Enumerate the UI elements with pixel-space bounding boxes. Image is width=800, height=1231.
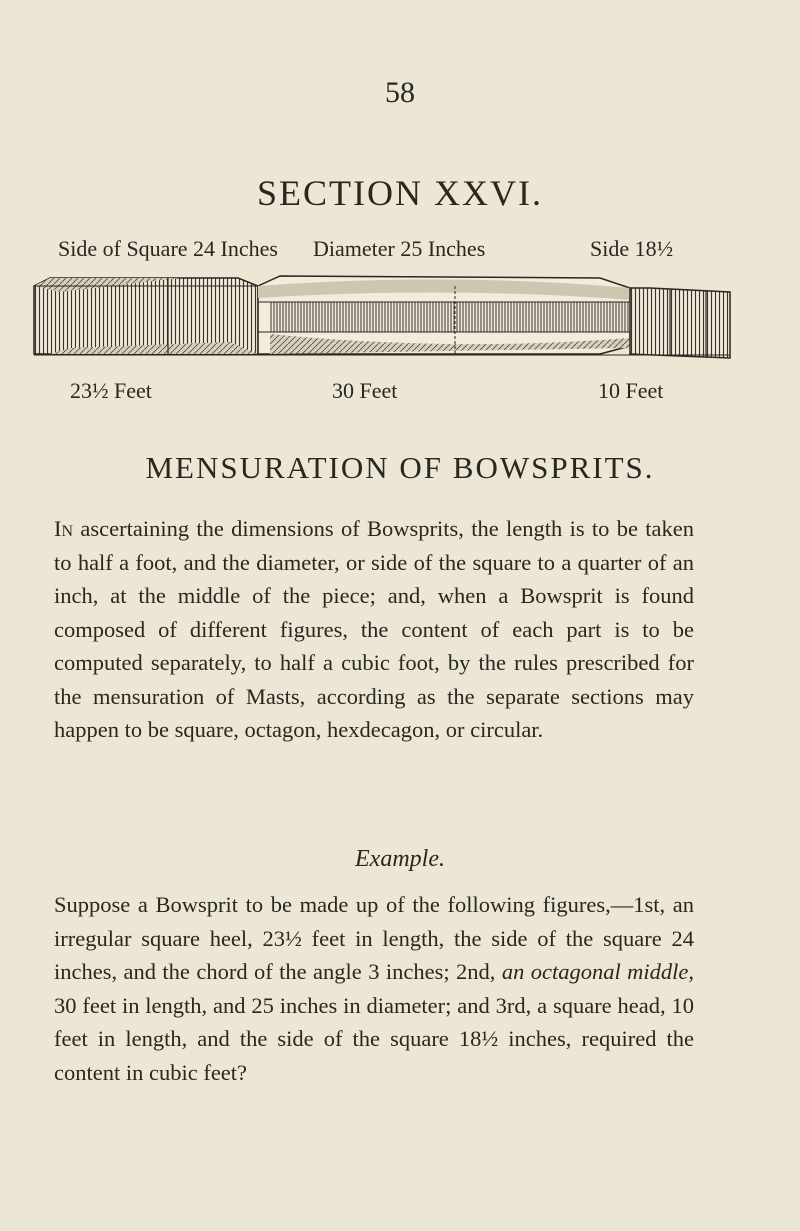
heel-side-label: Side of Square 24 Inches: [58, 236, 278, 261]
main-title: MENSURATION OF BOWSPRITS.: [145, 450, 655, 485]
head-side-label: Side 18½: [590, 236, 674, 261]
example-text-part-2: 30 feet in length, and 25 inches in diameter; and 3rd, a square head, 10 feet in length, and the side of the square 18½ inches, required the content in cubic feet?: [54, 992, 694, 1085]
example-italic-phrase: an octagonal middle,: [501, 959, 695, 984]
heel-section: [34, 278, 258, 354]
middle-diameter-label: Diameter 25 Inches: [313, 236, 486, 261]
middle-length-label: 30 Feet: [332, 378, 398, 403]
section-heading: SECTION XXVI.: [257, 173, 543, 213]
head-length-label: 10 Feet: [598, 378, 664, 403]
example-text-part-1: Suppose a Bowsprit to be made up of the following figures,—1st, an irregular square heel, 23½ feet in length, the side of the square 24 inches, and the chord of the angle 3 inches; 2nd,: [54, 892, 694, 984]
example-paragraph: [54, 888, 694, 1089]
octagonal-middle-section: [258, 276, 630, 354]
heel-length-label: 23½ Feet: [70, 378, 152, 403]
bowsprit-diagram: [30, 272, 736, 360]
page-number: 58: [385, 76, 415, 109]
body-paragraph: [54, 512, 694, 747]
paragraph-lead-word: In: [54, 516, 74, 541]
paragraph-body-text: ascertaining the dimensions of Bowsprits, the length is to be taken to half a foot, and the diameter, or side of the square to a quarter of an inch, at the middle of the piece; and, when a Bowsprit is found composed of different figures, the content of each part is to be computed separately, to half a cubic foot, by the rules prescribed for the mensuration of Masts, according as the separate sections may happen to be square, octagon, hexdecagon, or circular.: [54, 516, 694, 742]
example-heading: Example.: [355, 846, 445, 872]
square-head-section: [630, 288, 730, 358]
